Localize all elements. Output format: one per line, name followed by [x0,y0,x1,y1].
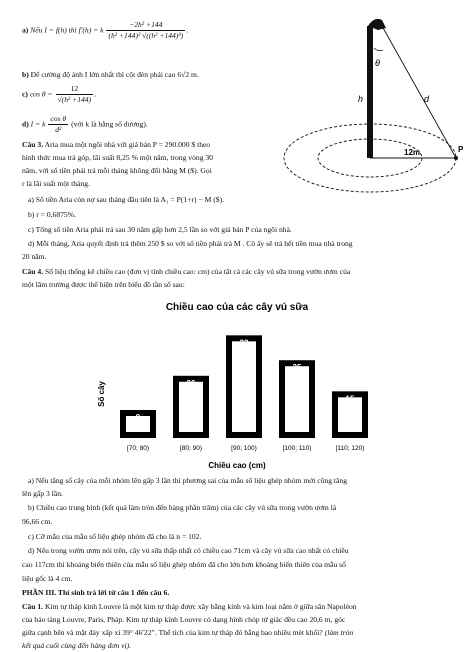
item-c-text: cos θ = [29,89,53,99]
bar-value-label-1: 9 [135,413,141,422]
item-a-denominator: (h² +144)² √((h² +144)³) [108,31,184,41]
cau3-line-3: năm, với số tiền phải trả mỗi tháng không đổi bằng M ($). Gọi [22,166,212,175]
cau3-line-4: r là lãi suất một tháng. [22,179,90,188]
x-tick-label-5: [110; 120) [335,445,365,452]
item-a-numerator: −2h² +144 [106,20,185,31]
part3-cau1-line-3: giữa cạnh bên và mặt đáy xấp xỉ 39° 46′22′′. Thể tích của kim tự tháp đó bằng bao nhiêu mét khối? (làm tròn [22,628,354,637]
item-c: c) cos θ = $\frac{12}{\text{√(h² +144)}}$ . [22,84,97,105]
item-d [22,114,148,135]
item-b [22,70,199,80]
point-p [454,156,458,160]
cau4-line-1: Câu 4. Số liệu thống kê chiều cao (đơn vị tính chiều cao: cm) của tất cả các cây vú sữa trong vườn ươm của [22,267,351,276]
chart-xlabel: Chiều cao (cm) [208,461,266,470]
bar-value-label-4: 25 [292,363,302,373]
item-a-label: a) [22,25,29,35]
bar-value-label-3: 33 [239,338,249,348]
item-a-text: Nếu I = f(h) thì f′(h) = k [30,25,104,35]
cau4-item-c: c) Cỡ mẫu của mẫu số liệu ghép nhóm đã cho là n = 102. [28,532,202,541]
cau3-line-2: hình thức mua trả góp, lãi suất 8,25 % một năm, trong vòng 30 [22,153,213,162]
item-d-text: I = k [30,119,46,129]
d-label: d [424,94,430,104]
cau4-title: Câu 4. [22,267,44,276]
item-c-label: c) [22,89,28,99]
bar-inner-2 [179,382,203,432]
part3-cau1-line-2: của bảo tàng Louvre, Paris, Pháp. Kim tự tháp kính Louvre có dạng hình chóp tứ giác đều cao 20,6 m, góc [22,615,346,624]
theta-label: θ [375,58,380,68]
x-tick-label-2: [80; 90) [179,445,203,452]
cau4-item-a-2: lên gấp 3 lần. [22,489,63,498]
item-b-label: b) [22,70,29,79]
item-c-numerator: 12 [56,84,94,95]
item-b-text: Để cường độ ánh I lớn nhất thì cột đèn phải cao 6√2 m. [30,70,199,79]
cau3-item-b: b) r = 0,6875%. [28,210,76,219]
cau3-item-d-1: d) Mỗi tháng, Aria quyết định trả thêm 250 $ so với số tiền phải trả M . Cô ấy sẽ trả hết tiền mua nhà trong [28,239,353,248]
x-tick-label-3: [90; 100) [231,445,257,452]
cau3-item-c: c) Tổng số tiền Aria phải trả sau 30 năm gấp hơn 2,5 lần so với giá bán P của ngôi nhà. [28,225,292,234]
item-d-numerator: cos θ [48,114,68,125]
h-label: h [358,94,364,104]
cau4-item-d-3: liệu gốc là 4 cm. [22,574,73,583]
p-label: P [458,145,464,154]
cau3-line-1: Câu 3. Aria mua một ngôi nhà với giá bán P = 290.000 $ theo [22,140,211,149]
bar-inner-3 [232,341,256,432]
part3-cau1-title: Câu 1. [22,602,44,611]
item-a-fraction [106,20,185,41]
part3-cau1-line-1: Câu 1. Kim tự tháp kính Louvre là một kim tự tháp được xây bằng kính và kim loại nằm ở giữa sân Napoléon [22,602,357,611]
chart-title: Chiều cao của các cây vú sữa [165,302,309,313]
item-d-denominator: d² [55,125,62,135]
x-tick-label-1: [70; 80) [126,445,150,452]
cau3-title: Câu 3. [22,140,44,149]
cau4-item-d-1: d) Nếu trong vườn ươm nói trên, cây vú sữa thấp nhất có chiều cao 71cm và cây vú sữa cao nhất có chiều [28,546,349,555]
part3-title: PHẦN III. Thí sinh trả lời từ câu 1 đến câu 6. [22,588,170,597]
cau4-item-d-2: cao 117cm thì khoảng biến thiên của mẫu số liệu ghép nhóm đã cho lớn hơn khoảng biến thiên của mẫu số [22,560,346,569]
cau4-item-b-1: b) Chiều cao trung bình (kết quả làm tròn đến hàng phần trăm) của các cây vú sữa trong vườn ươm là [28,503,337,512]
theta-arc [374,48,383,51]
item-d-label: d) [22,119,29,129]
light-ray-line [382,26,456,158]
radius-label: 12m [404,148,421,157]
cau4-item-b-2: 96,66 cm. [22,517,53,526]
cau4-item-a-1: a) Nếu tăng số cây của mỗi nhóm lên gấp 3 lần thì phương sai của mẫu số liệu ghép nhóm mới cũng tăng [28,476,347,485]
cau3-item-a: a) Số tiền Aria còn nợ sau tháng đầu tiên là A₁ = P(1+r) − M ($). [28,195,225,204]
item-d-fraction [48,114,68,135]
x-tick-label-4: [100; 110) [282,445,312,452]
item-d-end: (với k là hằng số dương). [71,119,148,129]
part3-note-1: (làm tròn [324,628,354,637]
bar-inner-4 [285,366,309,432]
item-a: a) Nếu I = f(h) thì f′(h) = k $\frac{\text{−2h² +144}}{\text{(h² +144)² √((h² +144)³)}}$ . [22,20,189,41]
lamp-pole [367,26,373,158]
item-c-denominator: √(h² +144) [57,95,92,105]
part3-note-2: kết quả cuối cùng đến hàng đơn vị). [22,641,132,650]
bar-value-label-5: 15 [345,394,355,404]
cau4-line-2: một lâm trường được thể hiện trên biểu đồ tần số sau: [22,280,185,289]
bar-chart [82,296,392,474]
lamp-figure [282,12,470,202]
cau3-item-d-2: 20 năm. [22,252,47,261]
chart-ylabel: Số cây [97,381,106,407]
item-c-fraction [56,84,94,105]
bar-value-label-2: 20 [186,378,196,388]
